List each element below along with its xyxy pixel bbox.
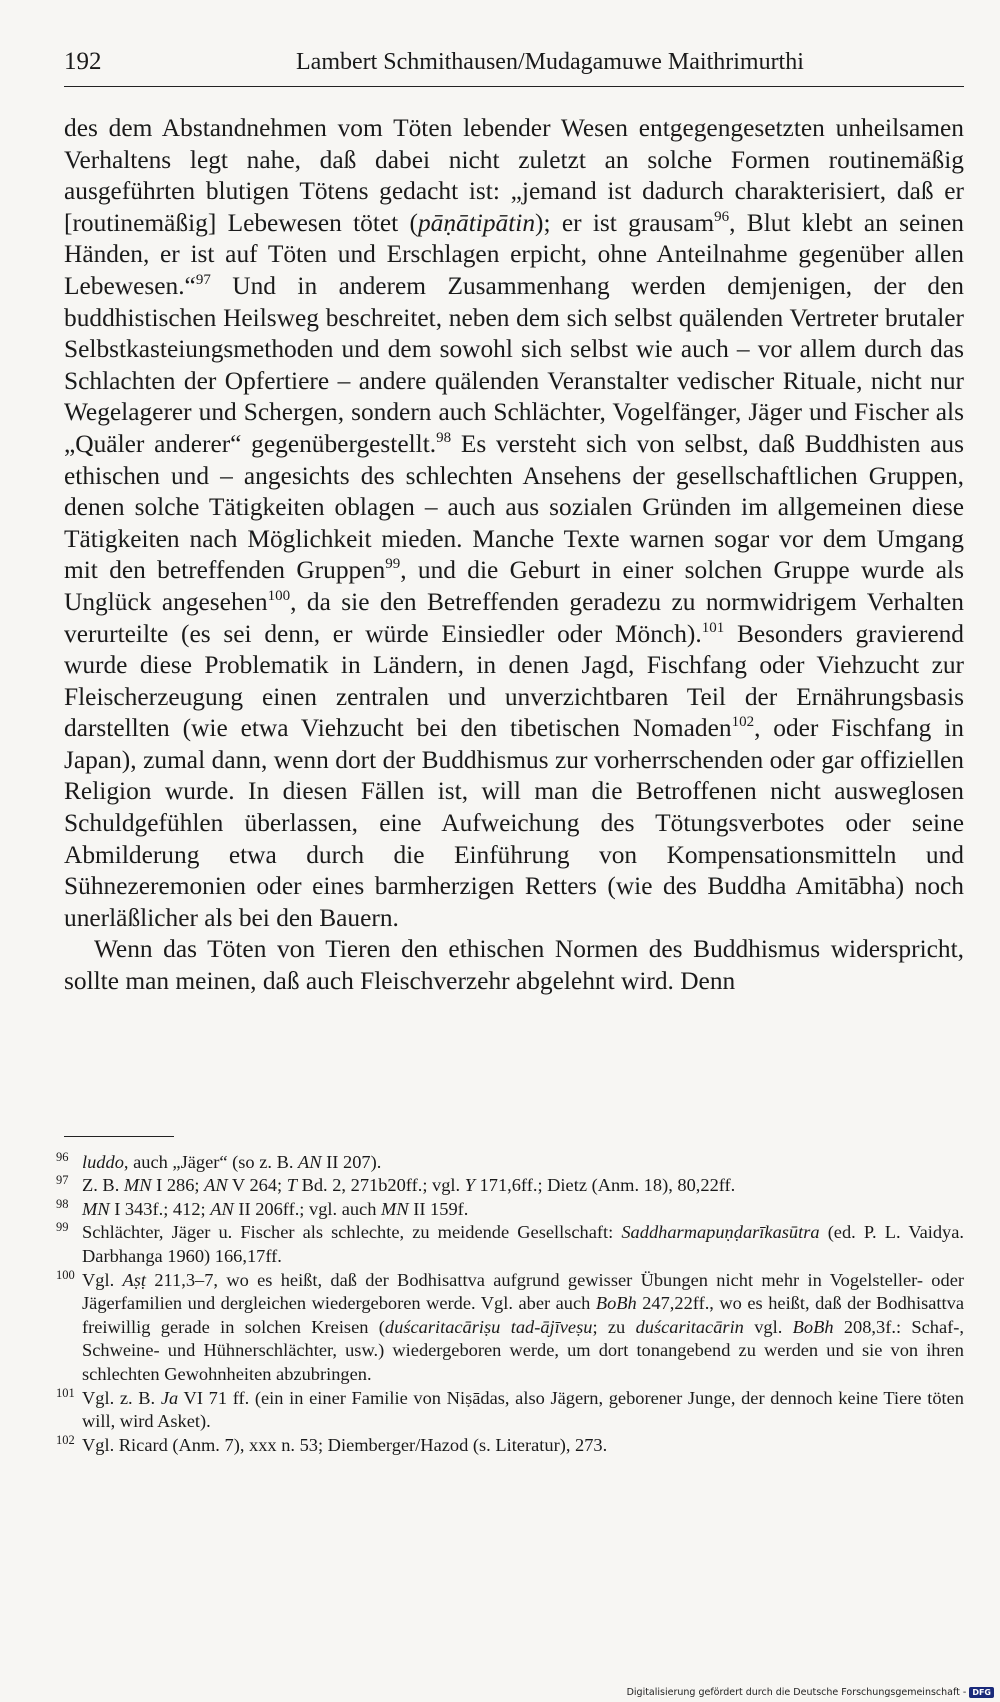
footnotes (56, 1149, 964, 1458)
footnote-ref-96[interactable]: 96 (714, 208, 730, 225)
footnote-ref-102[interactable]: 102 (731, 714, 755, 731)
footnote-ref-100[interactable]: 100 (267, 587, 291, 604)
footnote-102: 102 Vgl. Ricard (Anm. 7), xxx n. 53; Diemberger/Hazod (s. Literatur), 273. (56, 1432, 608, 1455)
paragraph-1: des dem Abstandnehmen vom Töten lebender Wesen entgegengesetzten unheilsamen Verhaltens legt nahe, daß dabei nicht zuletzt an solche Formen routinemäßig ausgeführten blutigen Tötens gedacht ist: „jemand ist dadurch charakterisiert, daß er [routinemäßig] Lebewesen tötet (pāṇātipātin); er ist grausam$^{96}$, Blut klebt an seinen Händen, er ist auf Töten und Erschlagen erpicht, ohne Anteilnahme gegenüber allen Lebewesen.“$^{97}$ Und in anderem Zusammenhang werden demjenigen, der den buddhistischen Heilsweg beschreitet, neben dem sich selbst quälenden Vertreter brutaler Selbstkasteiungsmethoden und dem sowohl sich selbst wie auch – vor allem durch das Schlachten der Opfertiere – andere quälenden Veranstalter vedischer Rituale, nicht nur Wegelagerer und Schergen, sondern auch Schlächter, Vogelfänger, Jäger und Fischer als „Quäler anderer“ gegenübergestellt.$^{98}$ Es versteht sich von selbst, daß Buddhisten aus ethischen und – angesichts des schlechten Ansehens der gesellschaftlichen Gruppen, denen solche Tätigkeiten oblagen – auch aus sozialen Gründen im allgemeinen diese Tätigkeiten nach Möglichkeit mieden. Manche Texte warnen sogar vor dem Umgang mit den betreffenden Gruppen$^{99}$, und die Geburt in einer solchen Gruppe wurde als Unglück angesehen$^{100}$, da sie den Betreffenden geradezu zu normwidrigem Verhalten verurteilte (es sei denn, er würde Einsiedler oder Mönch).$^{101}$ Besonders gravierend wurde diese Problematik in Ländern, in denen Jagd, Fischfang oder Viehzucht zur Fleischerzeugung einen zentralen und unverzichtbaren Teil der Ernährungsbasis darstellten (wie etwa Viehzucht bei den tibetischen Nomaden$^{102}$, oder Fischfang in Japan), zumal dann, wenn dort der Buddhismus zur vorherrschenden oder gar offiziellen Religion wurde. In diesen Fällen ist, will man die Betroffenen nicht ausweglosen Schuldgefühlen überlassen, eine Aufweichung des Tötungsverbotes oder seine Abmilderung etwa durch die Einführung von Kompensationsmitteln und Sühnezeremonien oder eines barmherzigen Retters (wie des Buddha Amitābha) noch unerläßlicher als bei den Bauern. (64, 114, 965, 932)
paragraph-2: Wenn das Töten von Tieren den ethischen Normen des Buddhismus widerspricht, sollte man meinen, daß auch Fleischverzehr abgelehnt wird. Denn (64, 935, 964, 996)
footnote-101: 101 Vgl. z. B. Ja VI 71 ff. (ein in einer Familie von Niṣādas, also Jägern, geborener Junge, der dennoch keine Tiere töten will, wird Asket). (56, 1385, 964, 1432)
credit-text: Digitalisierung gefördert durch die Deutsche Forschungsgemeinschaft - (626, 1687, 967, 1698)
term-panatipatin: pāṇātipātin (417, 208, 536, 237)
footnote-ref-97[interactable]: 97 (195, 271, 211, 288)
page-number: 192 (64, 48, 102, 75)
footnote-ref-98[interactable]: 98 (436, 429, 452, 446)
digitization-credit (627, 1687, 994, 1698)
footnote-separator (64, 1136, 174, 1137)
footnote-99: 99 Schlächter, Jäger u. Fischer als schlechte, zu meidende Gesellschaft: Saddharmapuṇḍarīkasūtra (ed. P. L. Vaidya. Darbhanga 1960) 166,17ff. (56, 1220, 964, 1266)
footnote-97: 97 Z. B. MN I 286; AN V 264; T Bd. 2, 271b20ff.; vgl. Y 171,6ff.; Dietz (Anm. 18), 80,22ff. (56, 1173, 736, 1196)
page (56, 48, 965, 1457)
main-text (64, 113, 964, 998)
running-header (64, 48, 964, 87)
footnote-ref-101[interactable]: 101 (701, 619, 725, 636)
running-title: Lambert Schmithausen/Mudagamuwe Maithrimurthi (296, 49, 804, 75)
footnote-100: 100 Vgl. Aṣṭ 211,3–7, wo es heißt, daß der Bodhisattva aufgrund gewisser Übungen nicht mehr in Vogelsteller- oder Jägerfamilien und dergleichen wiedergeboren werde. Vgl. aber auch BoBh 247,22ff., wo es heißt, daß der Bodhisattva freiwillig gerade in solchen Kreisen (duścaritacāriṣu tad-ājīveṣu; zu duścaritacārin vgl. BoBh 208,3f.: Schaf-, Schweine- und Hühnerschlächter, usw.) wiedergeboren werde, um dort tonangebend zu werden und sie von ihren schlechten Gewohnheiten abzubringen. (56, 1267, 964, 1384)
footnote-ref-99[interactable]: 99 (385, 556, 401, 573)
dfg-logo: DFG (969, 1687, 994, 1698)
footnote-98: 98 MN I 343f.; 412; AN II 206ff.; vgl. auch MN II 159f. (56, 1196, 469, 1219)
footnote-96: 96 luddo, auch „Jäger“ (so z. B. AN II 207). (56, 1149, 382, 1172)
